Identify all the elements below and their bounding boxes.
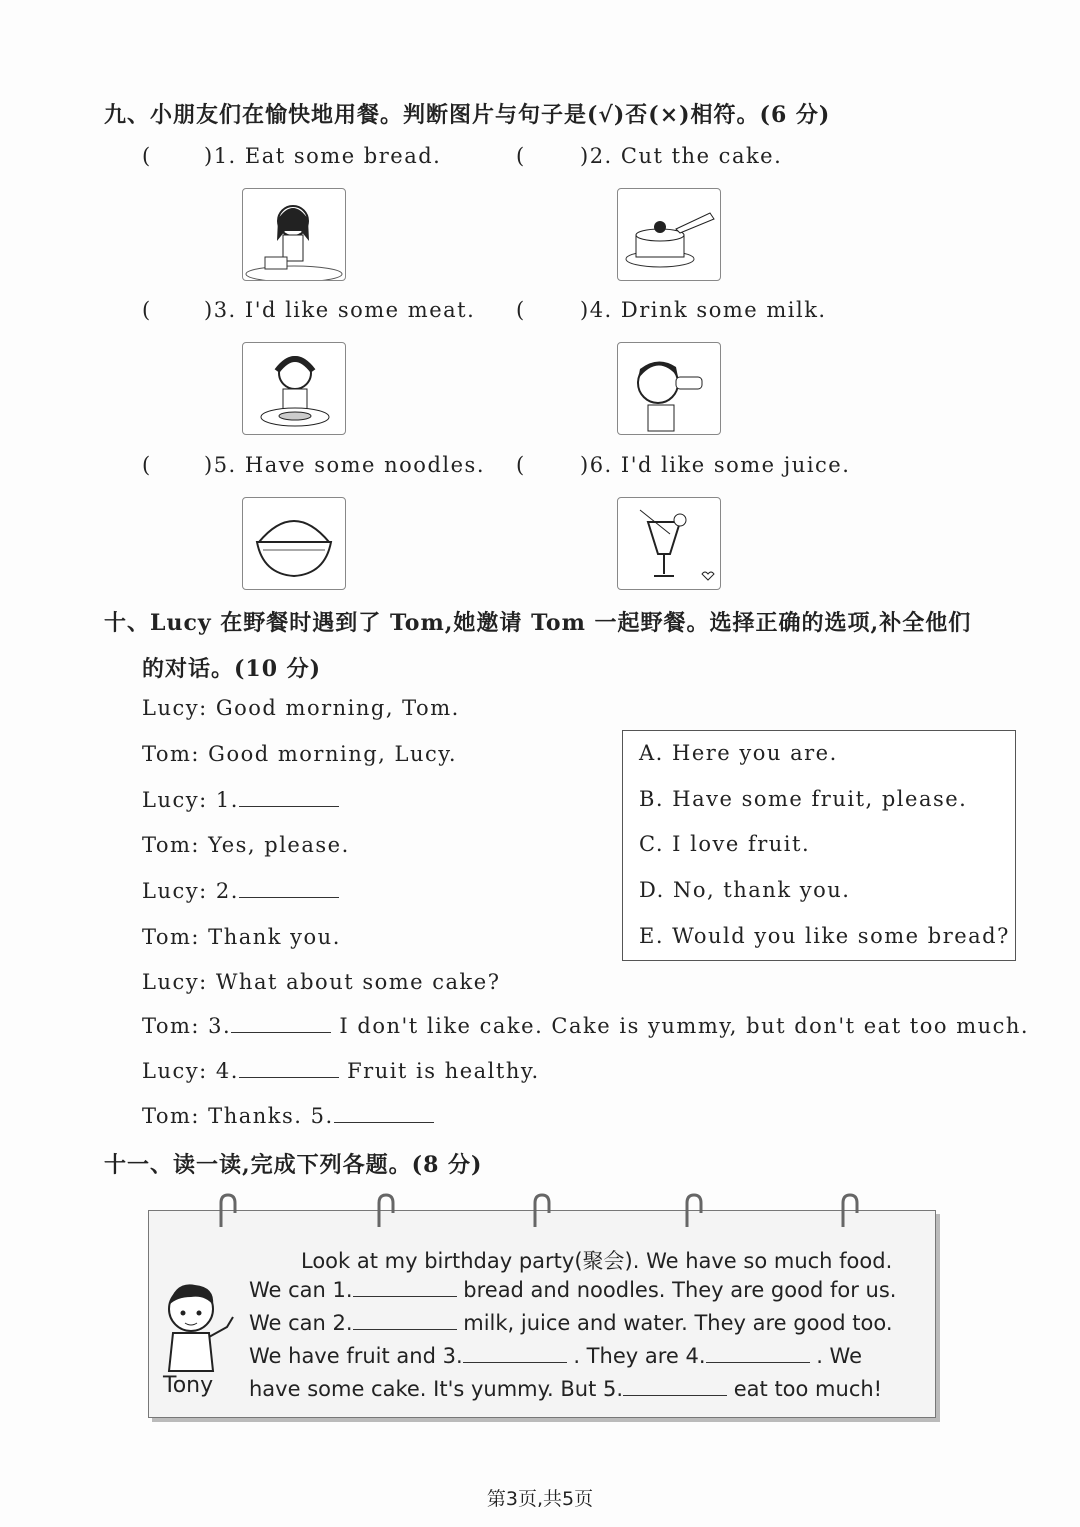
tony-character-picture xyxy=(155,1275,245,1375)
section-10-heading-line1: 十、Lucy 在野餐时遇到了 Tom,她邀请 Tom 一起野餐。选择正确的选项,补全他们 xyxy=(104,610,972,636)
answer-paren-6[interactable]: ( xyxy=(516,453,526,477)
answer-blank-3[interactable] xyxy=(231,1014,331,1033)
answer-paren-3[interactable]: ( xyxy=(142,298,152,322)
dialogue-line: Tom: Thanks. 5. xyxy=(142,1104,434,1128)
binder-ring-icon xyxy=(837,1193,863,1227)
glass-of-juice-picture xyxy=(617,497,721,590)
question-3-text: )3. I'd like some meat. xyxy=(204,298,476,322)
option-c: C. I love fruit. xyxy=(639,832,811,856)
option-d: D. No, thank you. xyxy=(639,878,851,902)
answer-blank-2[interactable] xyxy=(239,879,339,898)
dialogue-line: Tom: 3. I don't like cake. Cake is yummy, but don't eat too much. xyxy=(142,1014,1030,1038)
binder-ring-icon xyxy=(373,1193,399,1227)
dialogue-line: Tom: Thank you. xyxy=(142,925,341,949)
answer-blank-1[interactable] xyxy=(239,788,339,807)
binder-ring-icon xyxy=(681,1193,707,1227)
binder-ring-icon xyxy=(529,1193,555,1227)
option-a: A. Here you are. xyxy=(639,741,838,765)
dialogue-line: Lucy: What about some cake? xyxy=(142,970,501,994)
cake-with-knife-picture xyxy=(617,188,721,281)
reading-blank-1[interactable] xyxy=(353,1278,457,1297)
dialogue-line: Tom: Good morning, Lucy. xyxy=(142,742,457,766)
binder-ring-icon xyxy=(215,1193,241,1227)
character-name: Tony xyxy=(163,1373,214,1398)
answer-blank-4[interactable] xyxy=(239,1059,339,1078)
passage-line-3: We can 2. milk, juice and water. They are good too. xyxy=(249,1311,893,1335)
question-6-text: )6. I'd like some juice. xyxy=(580,453,851,477)
option-b: B. Have some fruit, please. xyxy=(639,787,968,811)
section-9-heading: 九、小朋友们在愉快地用餐。判断图片与句子是(√)否(×)相符。(6 分) xyxy=(104,102,831,128)
passage-line-5: have some cake. It's yummy. But 5. eat too much! xyxy=(249,1377,883,1401)
section-11-heading: 十一、读一读,完成下列各题。(8 分) xyxy=(104,1152,483,1178)
answer-blank-5[interactable] xyxy=(334,1104,434,1123)
passage-line-2: We can 1. bread and noodles. They are good for us. xyxy=(249,1278,897,1302)
dialogue-line: Lucy: 2. xyxy=(142,879,339,903)
reading-blank-3[interactable] xyxy=(463,1344,567,1363)
reading-blank-2[interactable] xyxy=(353,1311,457,1330)
reading-card xyxy=(148,1210,936,1418)
option-e: E. Would you like some bread? xyxy=(639,924,1010,948)
dialogue-line: Tom: Yes, please. xyxy=(142,833,350,857)
question-4-text: )4. Drink some milk. xyxy=(580,298,827,322)
passage-line-4: We have fruit and 3. . They are 4. . We xyxy=(249,1344,863,1368)
dialogue-line: Lucy: 1. xyxy=(142,788,339,812)
answer-paren-5[interactable]: ( xyxy=(142,453,152,477)
reading-blank-5[interactable] xyxy=(623,1377,727,1396)
reading-blank-4[interactable] xyxy=(706,1344,810,1363)
options-box xyxy=(622,730,1016,961)
boy-drinking-picture xyxy=(617,342,721,435)
question-2-text: )2. Cut the cake. xyxy=(580,144,783,168)
dialogue-line: Lucy: Good morning, Tom. xyxy=(142,696,460,720)
page-number: 第3页,共5页 xyxy=(486,1488,594,1510)
bowl-of-rice-picture xyxy=(242,497,346,590)
passage-line-1: Look at my birthday party(聚会). We have so much food. xyxy=(301,1249,893,1273)
answer-paren-1[interactable]: ( xyxy=(142,144,152,168)
question-5-text: )5. Have some noodles. xyxy=(204,453,485,477)
question-1-text: )1. Eat some bread. xyxy=(204,144,442,168)
answer-paren-2[interactable]: ( xyxy=(516,144,526,168)
girl-eating-bread-picture xyxy=(242,188,346,281)
dialogue-line: Lucy: 4. Fruit is healthy. xyxy=(142,1059,540,1083)
answer-paren-4[interactable]: ( xyxy=(516,298,526,322)
section-10-heading-line2: 的对话。(10 分) xyxy=(142,656,322,682)
girl-eating-fish-picture xyxy=(242,342,346,435)
